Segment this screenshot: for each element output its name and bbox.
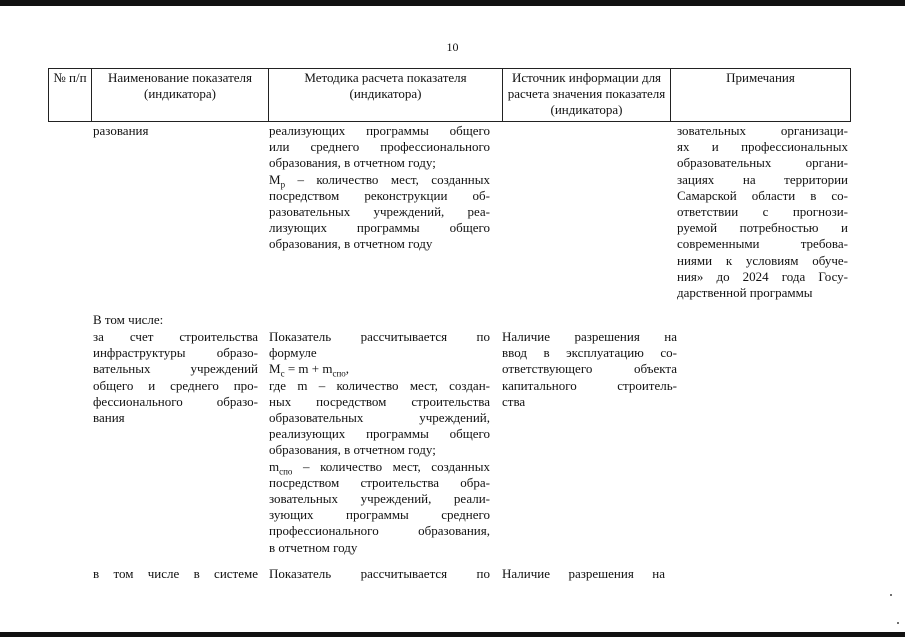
row1-method-cell [269,123,490,253]
row2-name-line: инфраструктуры образо- [93,345,258,361]
row2-method-spo-line: $m_{спо}$ – количество мест, созданных [269,458,490,477]
bottom-border-rule [0,632,905,637]
row2-method-line: профессионального образования, [269,523,490,539]
scan-speck [890,594,892,596]
row2-source-line: ввод в эксплуатацию со- [502,345,677,361]
header-col-name: Наименование показателя (индикатора) [92,69,269,122]
row1-method-line: лизующих программы общего [269,220,490,236]
row1-name-line: разования [93,123,149,138]
row2-method-line: зующих программы среднего [269,507,490,523]
row2-source-line: капитального строитель- [502,377,677,393]
row2-name-line: общего и среднего про- [93,377,258,393]
row1-method-line: образования, в отчетном году; [269,155,436,171]
row1-notes-line: ответствии с прогнози- [677,204,848,220]
row1-notes-line: руемой потребностью и [677,220,848,236]
row3-method-cell [269,566,490,582]
row1-method-line: или среднего профессионального [269,139,490,155]
row2-method-line: где m – количество мест, создан- [269,377,490,393]
row3-source-cell [502,566,665,582]
row1-name-cell [93,123,258,139]
row1-notes-line: зациях на территории [677,171,848,187]
header-col-method: Методика расчета показателя (индикатора) [269,69,503,122]
header-col-notes: Примечания [671,69,851,122]
row1-method-formula-line: $M_р$ – количество мест, созданных [269,171,490,190]
symbol-m-p: M [269,171,281,187]
subscript-c: c [280,369,285,379]
table-header [48,68,851,122]
row2-name-line: за счет строительства [93,329,258,344]
row2-method-cell [269,329,490,556]
row2-method-formula: $M_c = m + m_{спо}$, [269,361,350,379]
row1-notes-cell [677,123,848,301]
row2-method-line: формуле [269,345,317,361]
row1-notes-line: Самарской области в со- [677,187,848,203]
header-col-source: Источник информации для расчета значения показателя (индикатора) [503,69,671,122]
row3-name-cell [93,566,258,582]
row1-notes-line: современными требова- [677,236,848,252]
row1-notes-line: ях и профессиональных [677,139,848,155]
row2-method-line: в отчетном году [269,539,358,555]
header-col-number: № п/п [49,69,92,122]
row1-notes-line: образовательных органи- [677,155,848,171]
row1-notes-line: зовательных организаци- [677,123,848,138]
row1-notes-line: дарственной программы [677,285,813,301]
subscript-spo: спо [279,466,293,477]
subscript-p: р [280,179,286,190]
row2-source-cell [502,329,677,410]
row2-intro: В том числе: [93,312,164,327]
row2-method-line: Показатель рассчитывается по [269,329,490,344]
row3-method-line: Показатель рассчитывается по [269,566,490,581]
row2-method-line: посредством строительства обра- [269,474,490,490]
row2-name-cell [93,329,258,426]
row2-method-line: образовательных учреждений, [269,410,490,426]
page-number: 10 [446,40,459,54]
row1-method-line: посредством реконструкции об- [269,187,490,203]
row2-name-line: вания [93,410,125,426]
row1-notes-line: ния» до 2024 года Госу- [677,268,848,284]
row2-source-line: ответствующего объекта [502,361,677,377]
row1-notes-line: ниями к условиям обуче- [677,252,848,268]
symbol-m-spo: m [269,458,280,474]
scan-speck [897,622,899,624]
row2-method-line: образования, в отчетном году; [269,442,436,458]
row2-source-line: ства [502,393,526,409]
row2-method-line: ных посредством строительства [269,393,490,409]
row2-name-line: фессионального образо- [93,393,258,409]
row2-source-line: Наличие разрешения на [502,329,677,344]
row1-method-line: образования, в отчетном году [269,236,433,252]
row3-name-line: в том числе в системе [93,566,258,581]
row2-name-line: вательных учреждений [93,361,258,377]
row2-method-line: зовательных учреждений, реали- [269,491,490,507]
subscript-spo: спо [332,369,346,379]
symbol-m-c: M [269,361,281,377]
row2-method-line: реализующих программы общего [269,426,490,442]
row1-method-line: реализующих программы общего [269,123,490,138]
row3-source-line: Наличие разрешения на [502,566,665,581]
row1-method-line: разовательных учреждений, реа- [269,204,490,220]
top-border-rule [0,0,905,6]
